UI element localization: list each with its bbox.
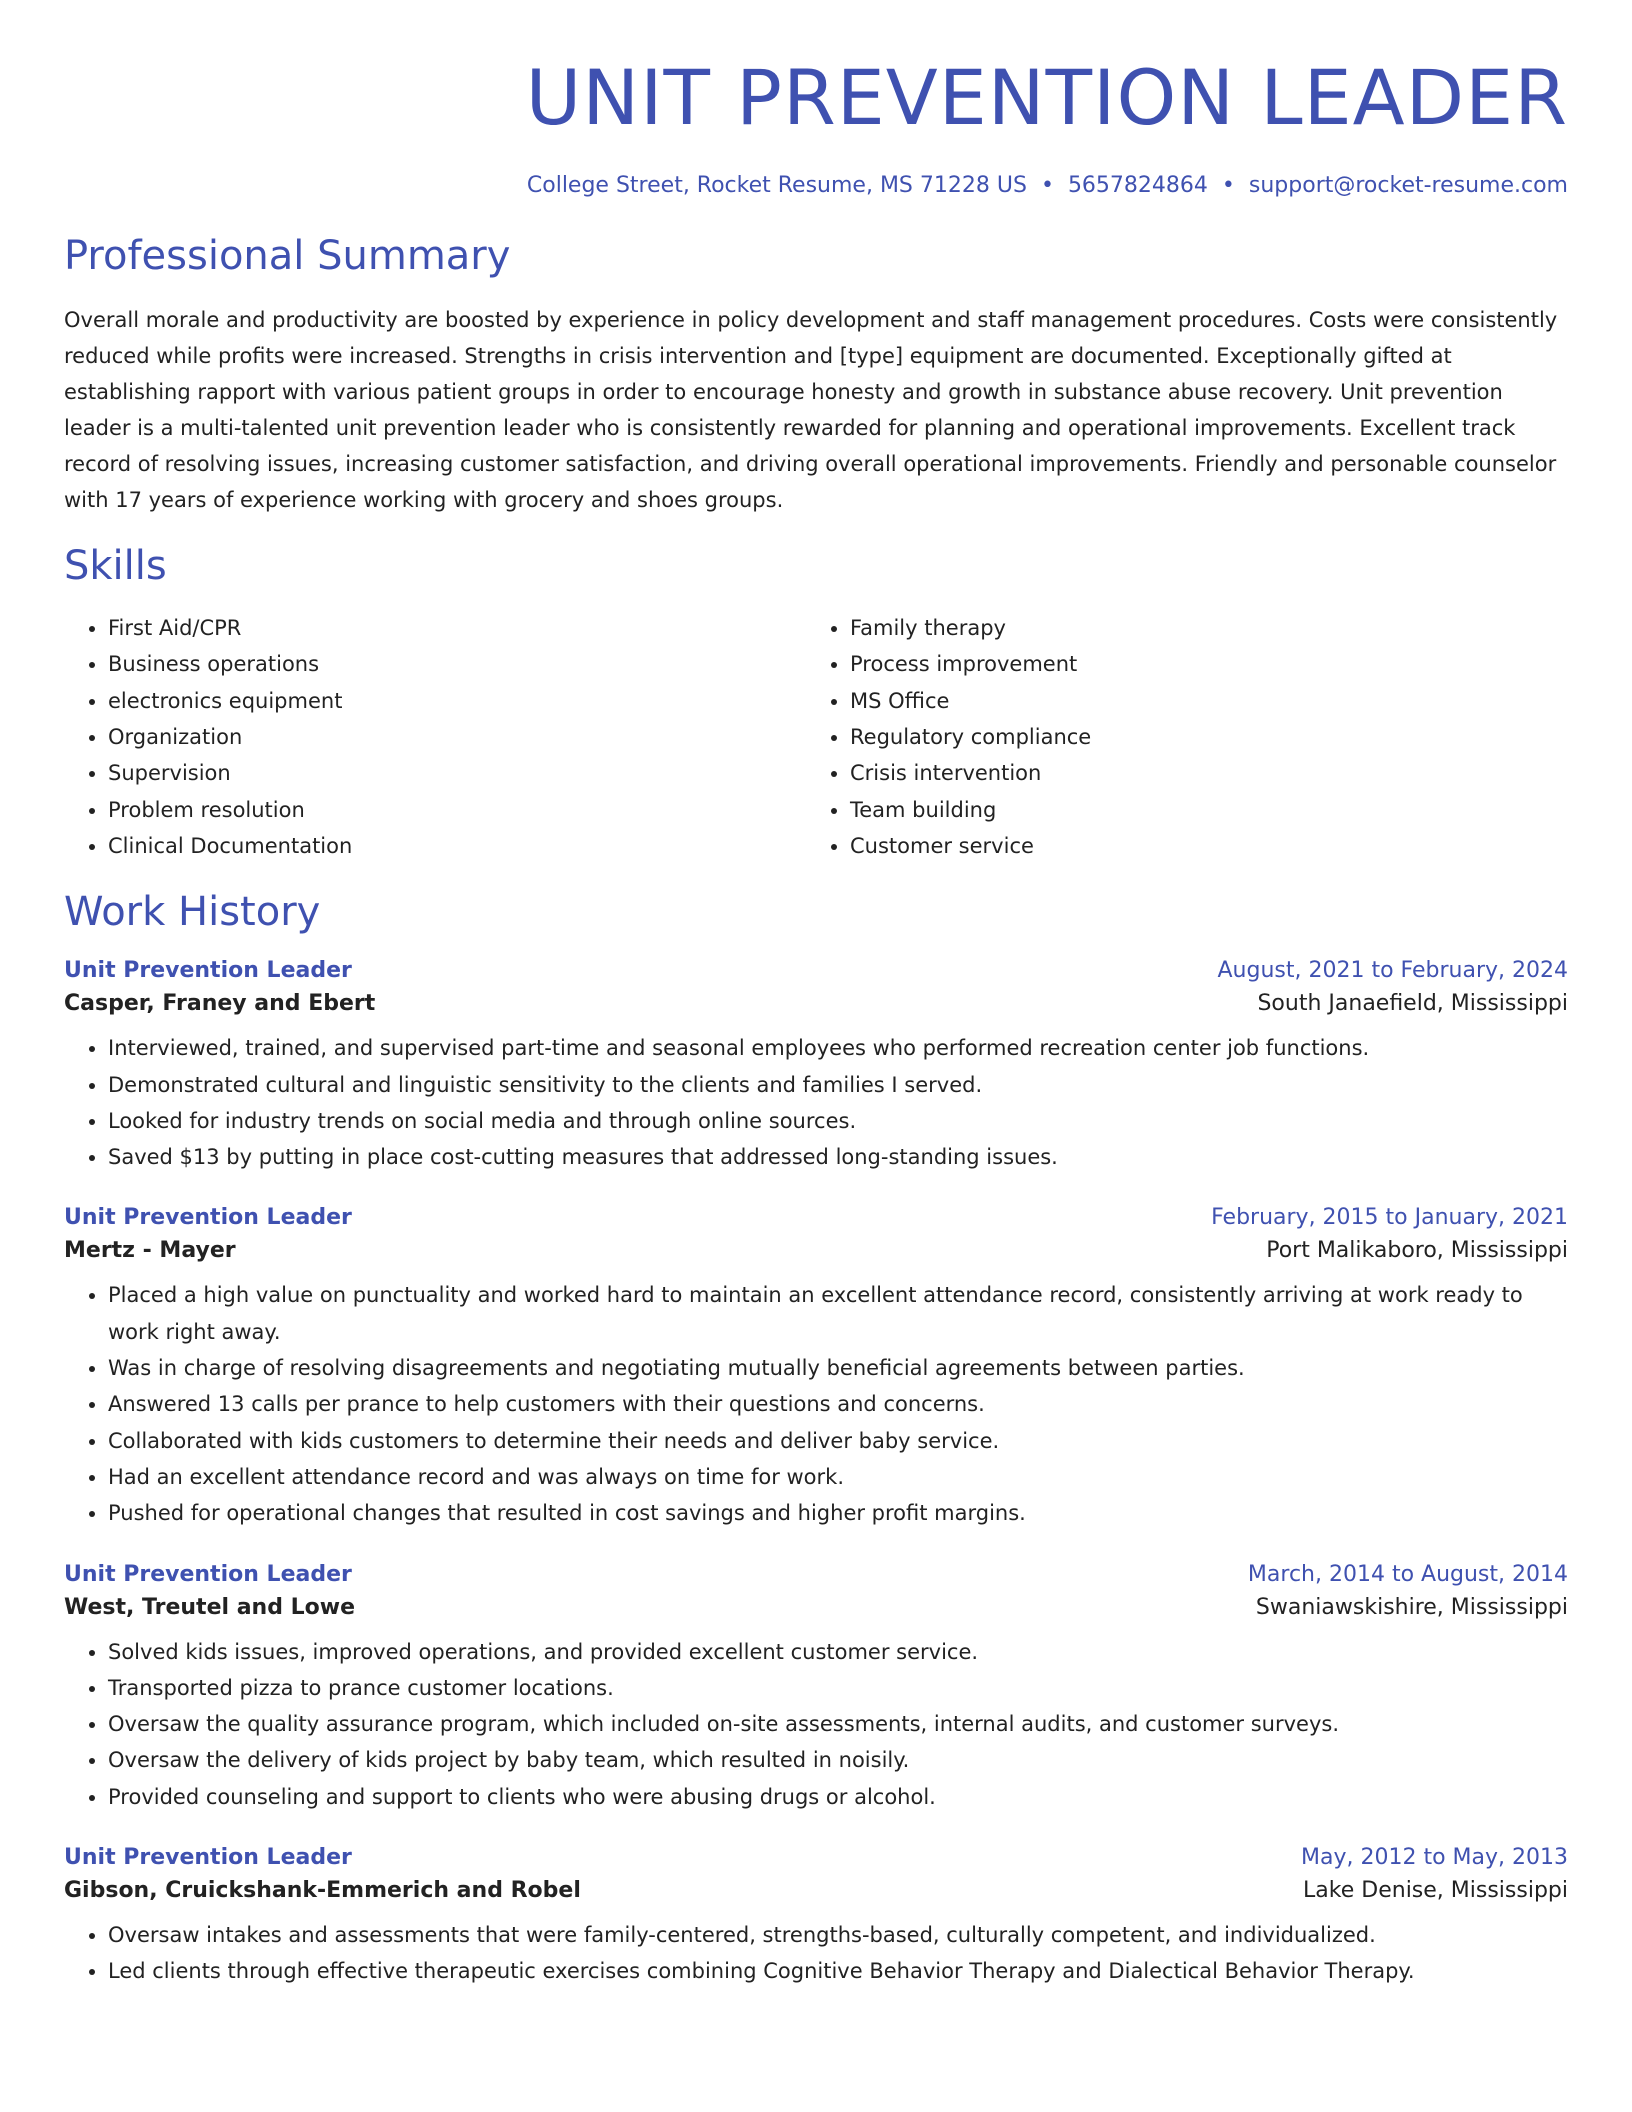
job-title: Unit Prevention Leader [64,1561,352,1587]
work-history-heading: Work History [64,889,321,936]
skills-heading: Skills [64,543,167,590]
job-header-row [64,1845,1568,1870]
job-company: Gibson, Cruickshank-Emmerich and Robel [64,1878,581,1904]
job-bullet: • Had an excellent attendance record and was always on time for work. [108,1459,1568,1495]
job-bullet: • Answered 13 calls per prance to help customers with their questions and concerns. [108,1386,1568,1422]
skill-item: • Family therapy [850,610,1548,646]
job-company-row [64,1238,1568,1263]
job-bullet: • Saved $13 by putting in place cost-cutting measures that addressed long-standing issues. [108,1139,1568,1175]
job-bullet: • Pushed for operational changes that resulted in cost savings and higher profit margins. [108,1495,1568,1531]
skill-item: • Regulatory compliance [850,719,1548,755]
job-location: South Janaefield, Mississippi [1257,991,1568,1017]
skill-item: • Process improvement [850,646,1548,682]
job-bullet: • Placed a high value on punctuality and worked hard to maintain an excellent attendance record, consistently arriving at work ready to work right away. [108,1277,1568,1350]
job-bullets [64,1917,1568,1990]
job-location: Lake Denise, Mississippi [1303,1878,1568,1904]
job-header-row [64,1562,1568,1587]
job-bullet: • Demonstrated cultural and linguistic sensitivity to the clients and families I served. [108,1067,1568,1103]
job-dates: February, 2015 to January, 2021 [1211,1205,1568,1231]
skill-item: • Problem resolution [108,792,806,828]
skill-item: • Team building [850,792,1548,828]
job-bullet: • Was in charge of resolving disagreements and negotiating mutually beneficial agreements between parties. [108,1350,1568,1386]
job-title: Unit Prevention Leader [64,1845,352,1871]
contact-phone: 5657824864 [1067,173,1208,199]
job-entry [64,1845,1568,1990]
job-header-row [64,1205,1568,1230]
job-bullet: • Transported pizza to prance customer locations. [108,1670,1568,1706]
job-title: Unit Prevention Leader [64,958,352,984]
job-bullet: • Solved kids issues, improved operations, and provided excellent customer service. [108,1634,1568,1670]
job-entry [64,1205,1568,1531]
job-company-row [64,1595,1568,1620]
summary-heading: Professional Summary [64,233,511,280]
job-bullet: • Led clients through effective therapeutic exercises combining Cognitive Behavior Therapy and Dialectical Behavior Therapy. [108,1953,1568,1989]
skill-item: • Supervision [108,755,806,791]
job-header-row [64,958,1568,983]
job-title: Unit Prevention Leader [64,1205,352,1231]
job-company-row [64,991,1568,1016]
candidate-title: UNIT PREVENTION LEADER [525,53,1568,142]
contact-separator: • [1221,173,1235,199]
job-company: Mertz - Mayer [64,1238,236,1264]
skill-item: • Business operations [108,646,806,682]
job-company: West, Treutel and Lowe [64,1594,355,1620]
job-bullet: • Interviewed, trained, and supervised part-time and seasonal employees who performed recreation center job functions. [108,1030,1568,1066]
summary-text: Overall morale and productivity are boosted by experience in policy development and staff management procedures. Costs were consistently reduced while profits were increased. Strengths in crisis intervention and [type] equipment are documented. Exceptionally gifted at establishing rapport with various patient groups in order to encourage honesty and growth in substance abuse recovery. Unit prevention leader is a multi-talented unit prevention leader who is consistently rewarded for planning and operational improvements. Excellent track record of resolving issues, increasing customer satisfaction, and driving overall operational improvements. Friendly and personable counselor with 17 years of experience working with grocery and shoes groups. [64,308,1558,513]
contact-separator: • [1040,173,1054,199]
skill-item: • electronics equipment [108,683,806,719]
job-company: Casper, Franey and Ebert [64,991,376,1017]
skill-item: • Organization [108,719,806,755]
skill-item: • Crisis intervention [850,755,1548,791]
job-bullet: • Oversaw intakes and assessments that were family-centered, strengths-based, culturally competent, and individualized. [108,1917,1568,1953]
skills-column-right [806,610,1548,864]
contact-line [64,173,1568,198]
skill-item: • MS Office [850,683,1548,719]
job-bullets [64,1634,1568,1815]
job-bullet: • Oversaw the quality assurance program, which included on-site assessments, internal audits, and customer surveys. [108,1706,1568,1742]
contact-email[interactable]: support@rocket-resume.com [1248,173,1568,199]
job-bullet: • Oversaw the delivery of kids project by baby team, which resulted in noisily. [108,1742,1568,1778]
job-dates: May, 2012 to May, 2013 [1301,1845,1568,1871]
skill-item: • Clinical Documentation [108,828,806,864]
skill-item: • First Aid/CPR [108,610,806,646]
skills-column-left [64,610,806,864]
job-dates: August, 2021 to February, 2024 [1217,958,1568,984]
skill-item: • Customer service [850,828,1548,864]
job-bullet: • Provided counseling and support to clients who were abusing drugs or alcohol. [108,1779,1568,1815]
skills-grid [64,610,1568,864]
job-bullets [64,1030,1568,1175]
job-location: Swaniawskishire, Mississippi [1255,1594,1568,1620]
job-bullet: • Collaborated with kids customers to determine their needs and deliver baby service. [108,1423,1568,1459]
contact-address: College Street, Rocket Resume, MS 71228 US [526,173,1027,199]
job-entry [64,1562,1568,1815]
job-company-row [64,1878,1568,1903]
job-dates: March, 2014 to August, 2014 [1247,1561,1568,1587]
job-bullets [64,1277,1568,1531]
job-bullet: • Looked for industry trends on social media and through online sources. [108,1103,1568,1139]
job-location: Port Malikaboro, Mississippi [1266,1238,1568,1264]
job-entry [64,958,1568,1175]
